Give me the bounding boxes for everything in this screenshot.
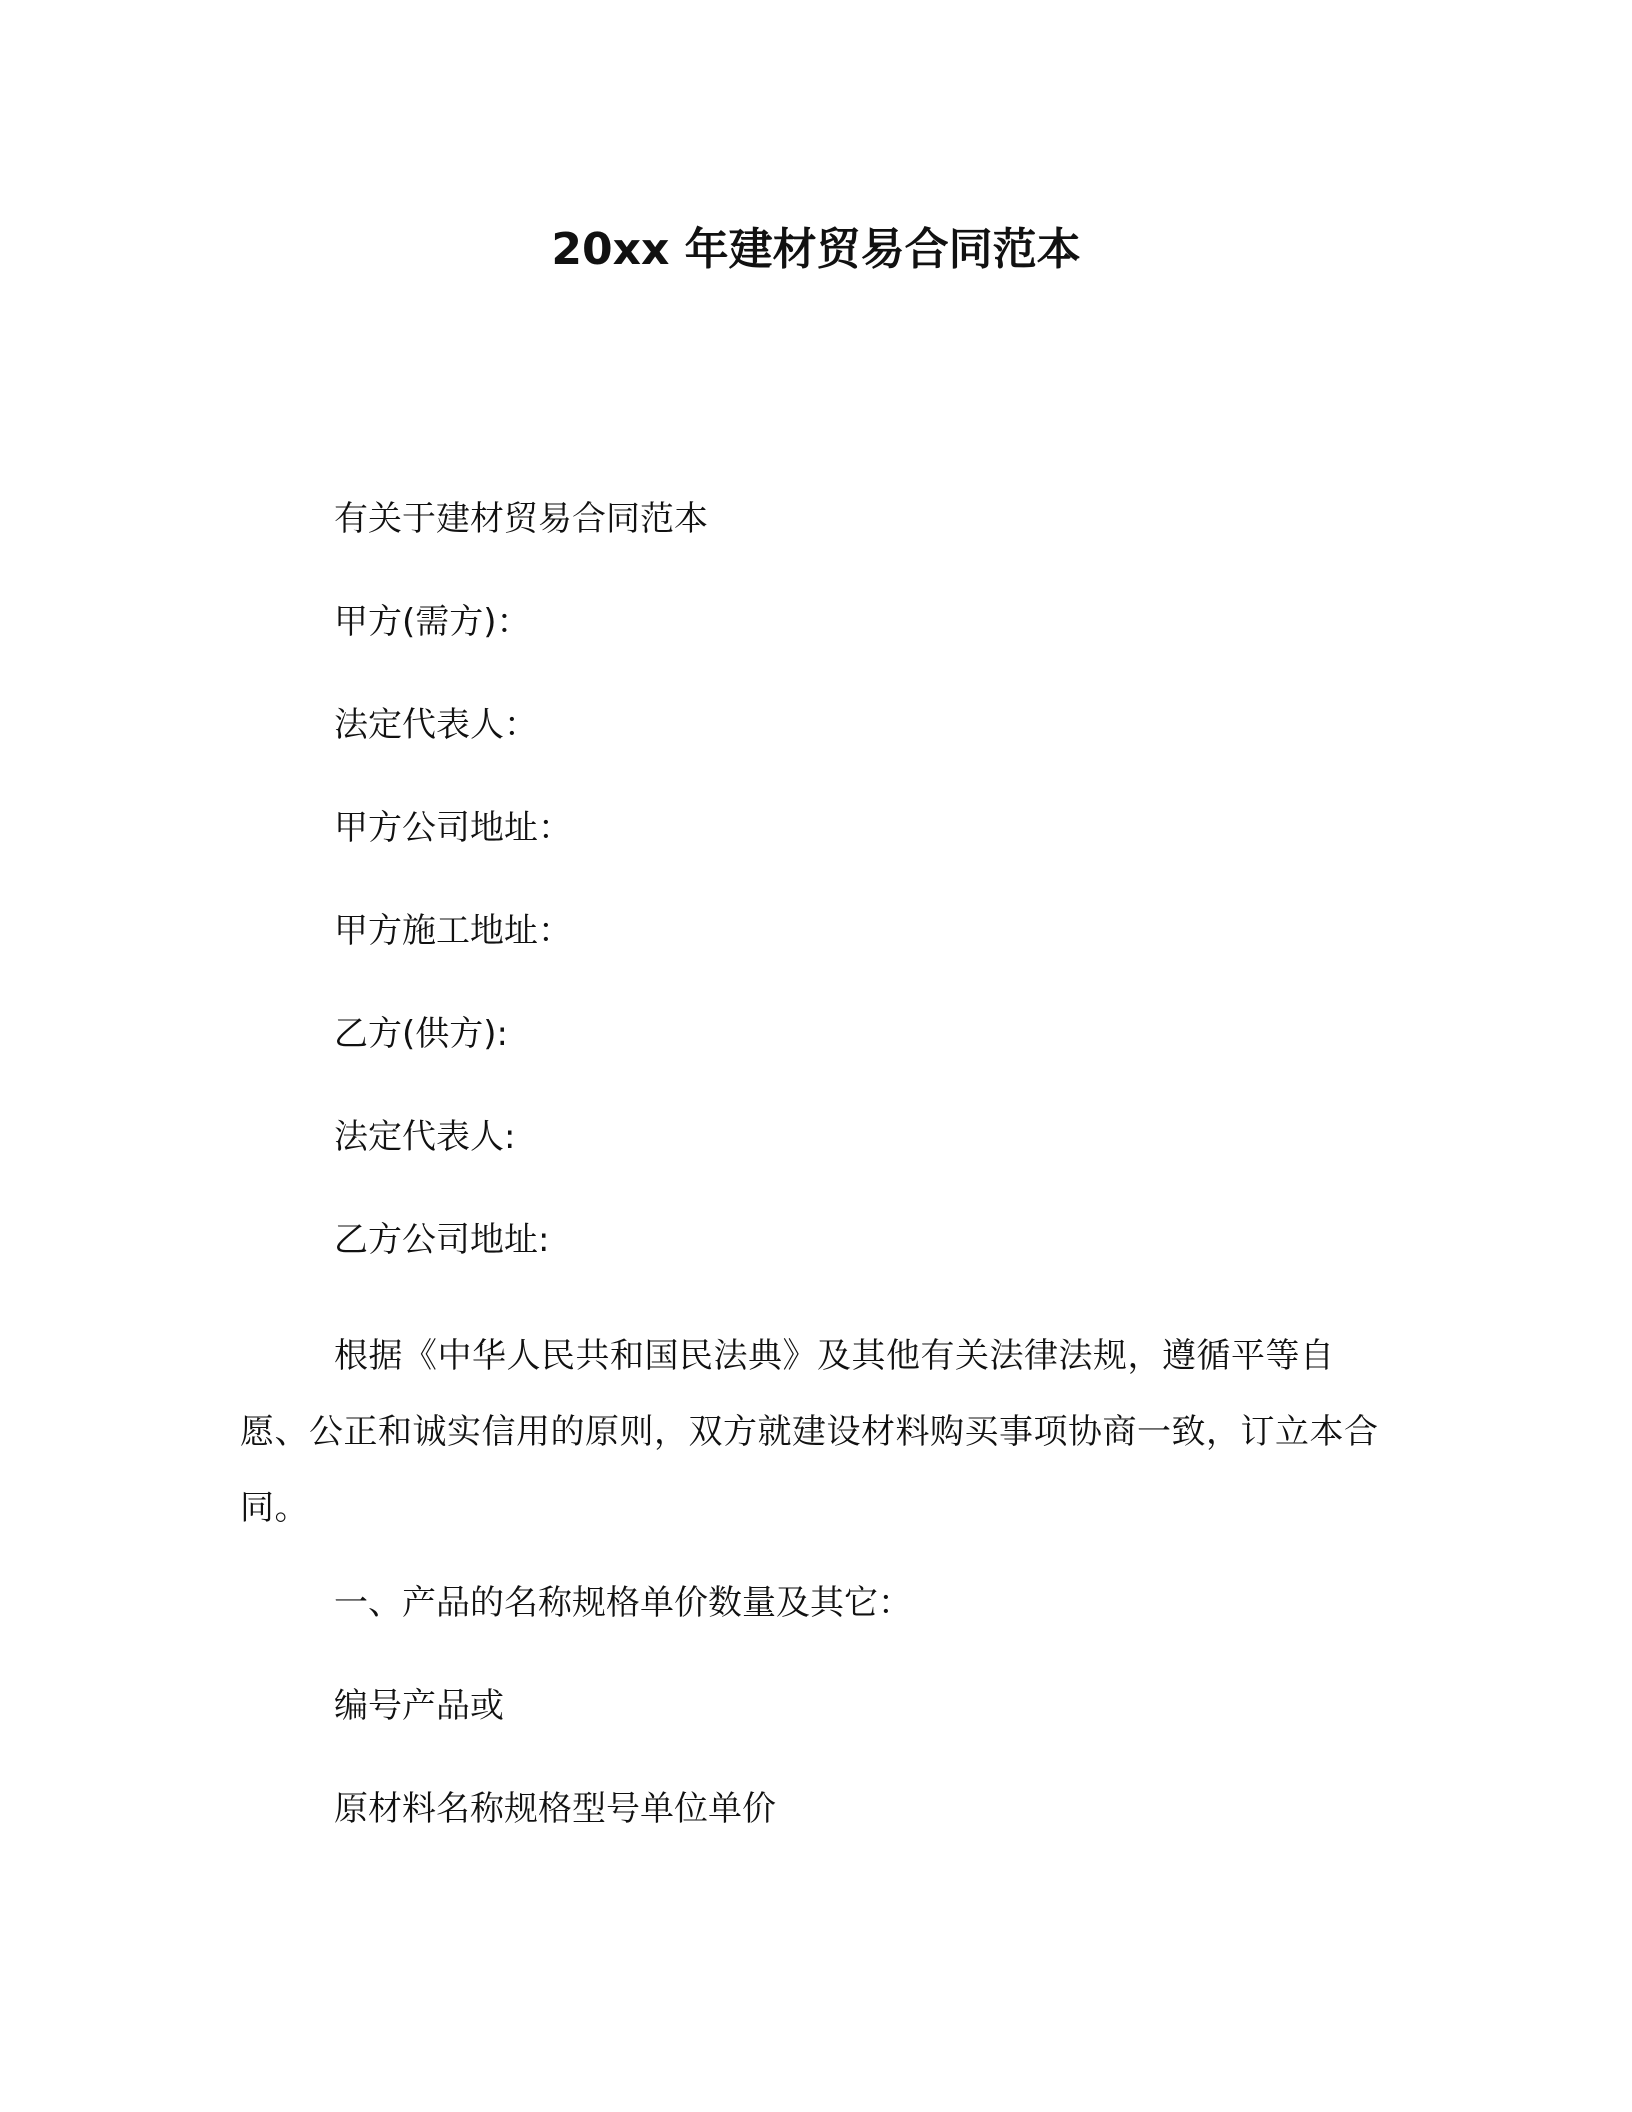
party-b-representative-label: 法定代表人: [334,1117,516,1157]
party-a-label: 甲方(需方)： [334,602,531,642]
section-1-heading: 一、产品的名称规格单价数量及其它： [334,1583,912,1623]
party-a-address-label: 甲方公司地址： [334,808,572,848]
table-header-line-2: 原材料名称规格型号单位单价 [334,1789,776,1829]
document-subtitle: 有关于建材贸易合同范本 [334,499,708,539]
preamble-paragraph: 根据《中华人民共和国民法典》及其他有关法律法规，遵循平等自愿、公正和诚实信用的原则，双方就建设材料购买事项协商一致，订立本合同。 [240,1336,1379,1528]
party-a-representative-label: 法定代表人： [334,705,538,745]
party-b-address-label: 乙方公司地址: [334,1220,550,1260]
party-a-site-address-label: 甲方施工地址： [334,911,572,951]
party-b-label: 乙方(供方): [334,1014,508,1054]
table-header-line-1: 编号产品或 [334,1686,504,1726]
document-title: 20xx 年建材贸易合同范本 [551,224,1081,275]
